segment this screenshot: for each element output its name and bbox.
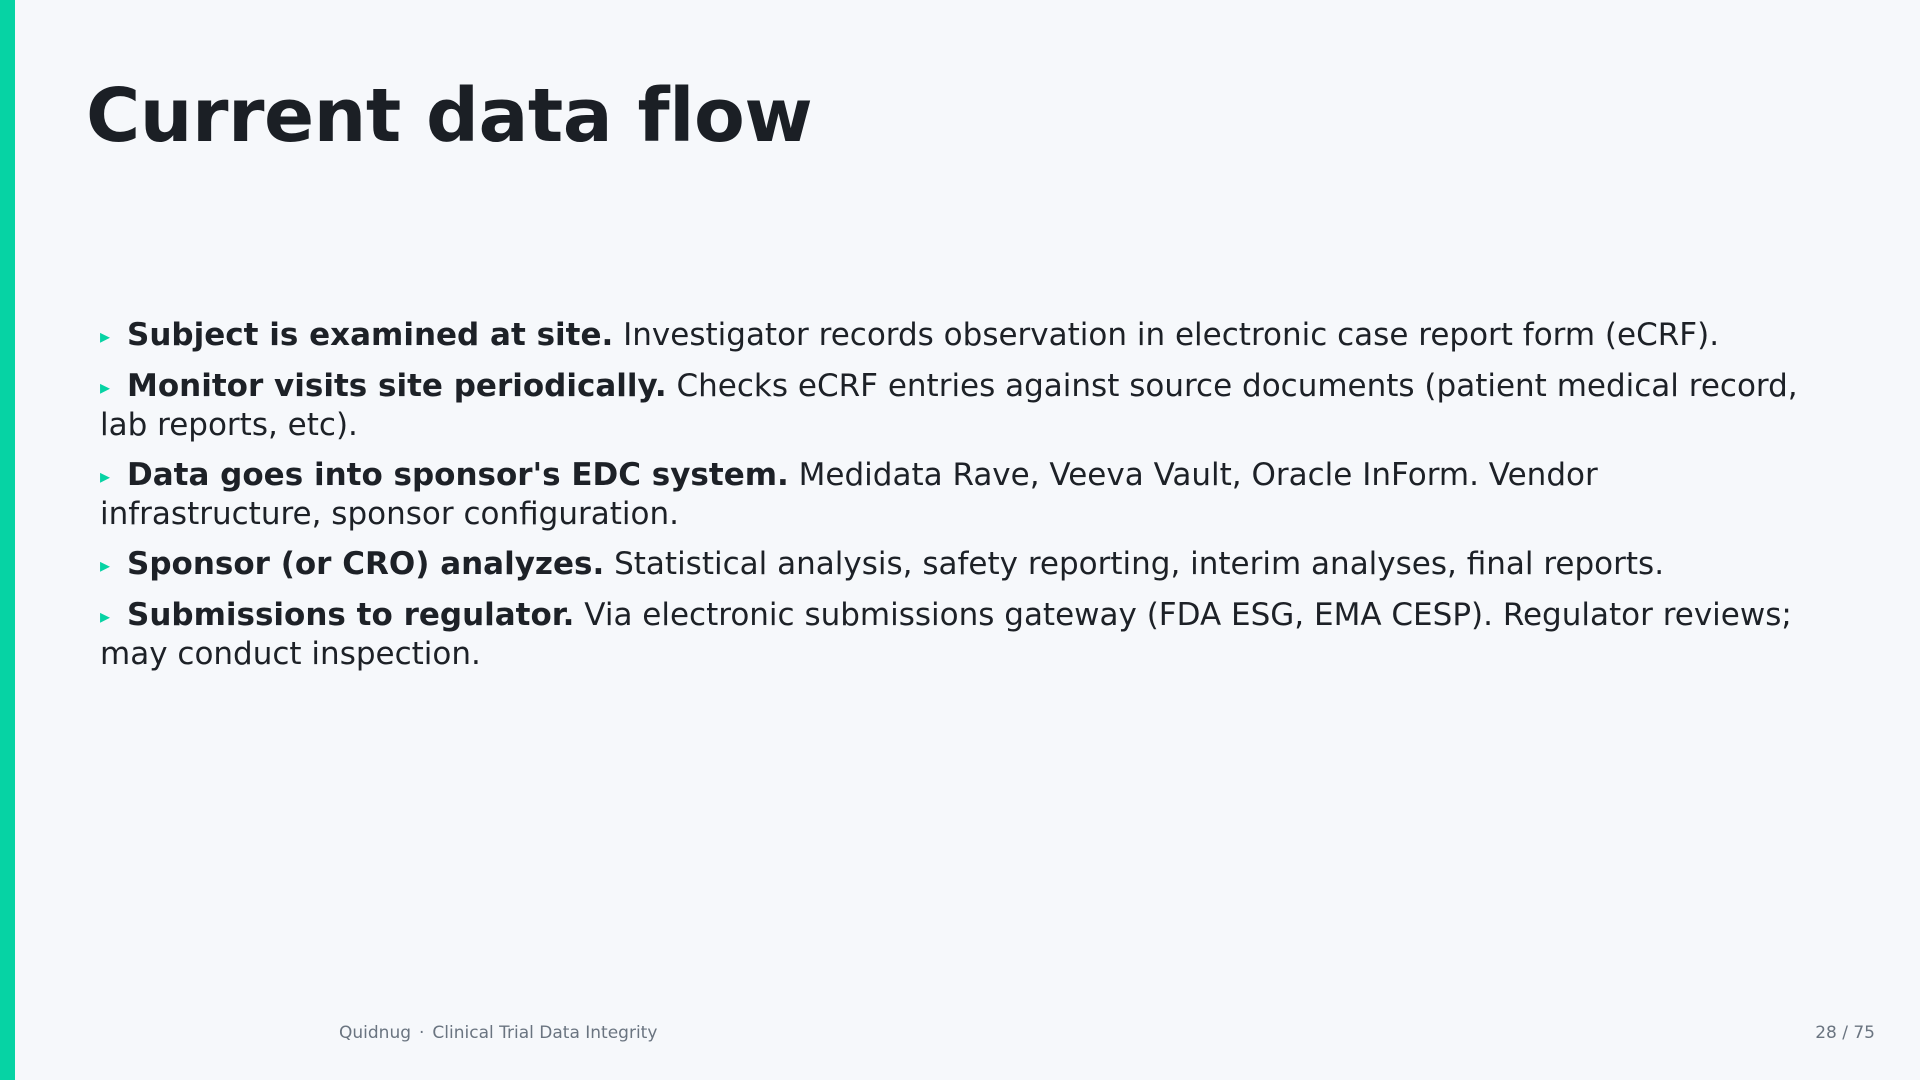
accent-bar: [0, 0, 15, 1080]
bullet-lead: Data goes into sponsor's EDC system.: [127, 457, 789, 493]
page-number: 28 / 75: [1815, 1023, 1875, 1043]
bullet-text: Via electronic submissions gateway (FDA ESG, EMA CESP). Regulator reviews; may conduct inspection.: [100, 597, 1792, 672]
bullet-item: [100, 316, 1800, 355]
footer-deck-info: [339, 1023, 657, 1043]
bullet-lead: Subject is examined at site.: [127, 317, 614, 353]
bullet-item: [100, 545, 1800, 584]
footer-deck-title: Clinical Trial Data Integrity: [432, 1023, 658, 1043]
footer-separator: ·: [419, 1023, 425, 1043]
bullet-text: Checks eCRF entries against source documents (patient medical record, lab reports, etc).: [100, 368, 1798, 443]
triangle-bullet-icon: ▸: [100, 464, 111, 488]
bullet-text: Investigator records observation in electronic case report form (eCRF).: [613, 317, 1720, 353]
bullet-item: [100, 456, 1800, 533]
bullet-text: Statistical analysis, safety reporting, interim analyses, final reports.: [604, 546, 1665, 582]
slide-title: Current data flow: [86, 73, 813, 159]
bullet-lead: Monitor visits site periodically.: [127, 368, 667, 404]
bullet-list: [100, 316, 1800, 685]
triangle-bullet-icon: ▸: [100, 324, 111, 348]
triangle-bullet-icon: ▸: [100, 553, 111, 577]
footer-brand: Quidnug: [339, 1023, 412, 1043]
triangle-bullet-icon: ▸: [100, 604, 111, 628]
bullet-lead: Submissions to regulator.: [127, 597, 575, 633]
bullet-item: [100, 367, 1800, 444]
triangle-bullet-icon: ▸: [100, 375, 111, 399]
bullet-text: Medidata Rave, Veeva Vault, Oracle InForm. Vendor infrastructure, sponsor configuration.: [100, 457, 1598, 532]
bullet-item: [100, 596, 1800, 673]
bullet-lead: Sponsor (or CRO) analyzes.: [127, 546, 605, 582]
